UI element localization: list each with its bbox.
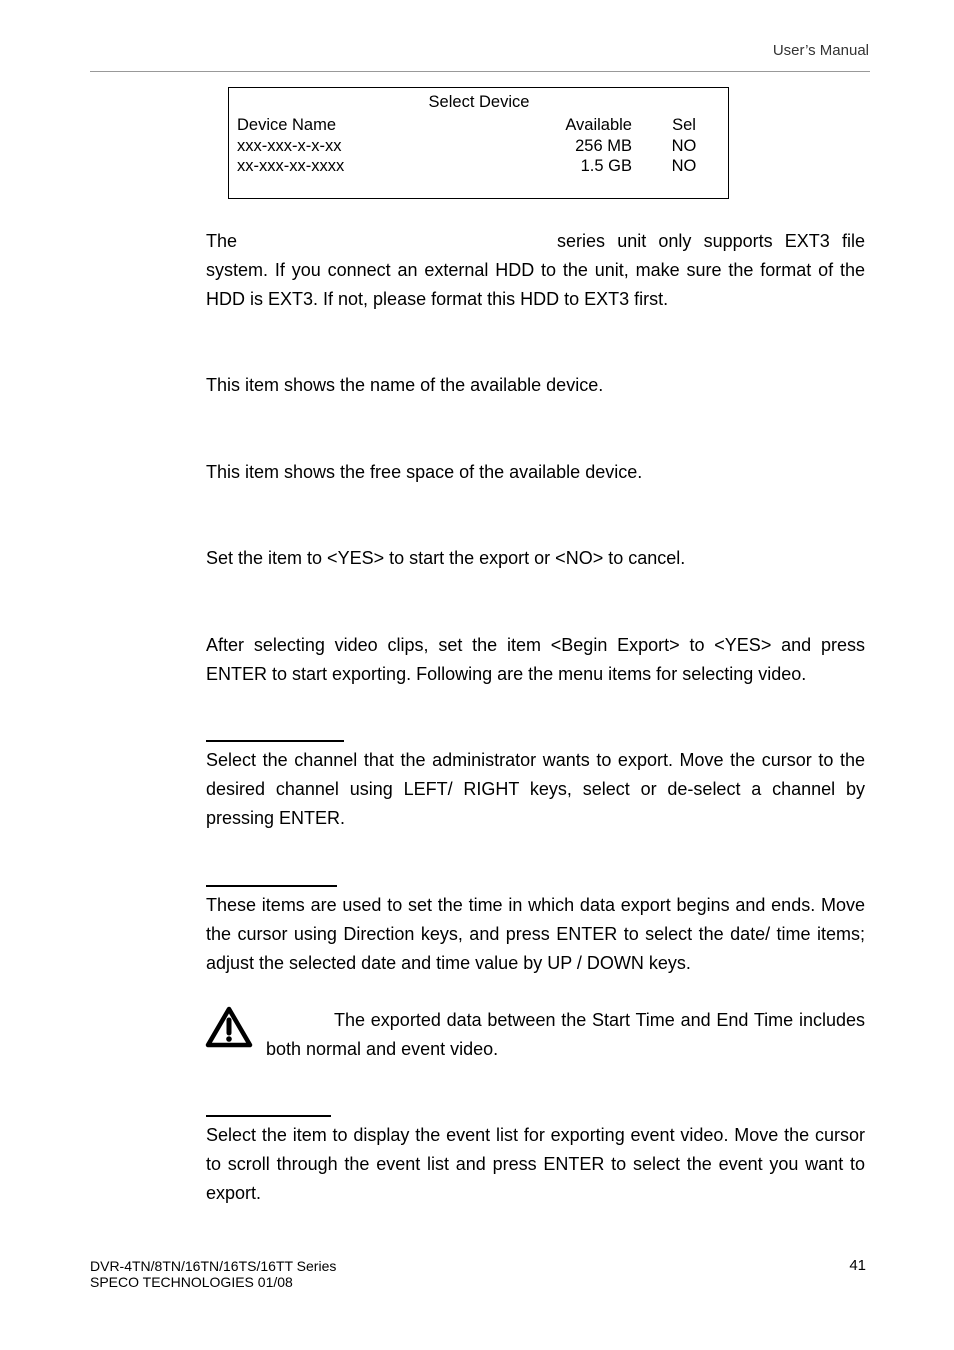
event-description: Select the item to display the event list for exporting event video. Move the cursor to scroll through the event list and press ENTER to select the event you want to export. — [206, 1125, 865, 1203]
available-description: This item shows the free space of the available device. — [206, 462, 643, 482]
caution-triangle-icon — [205, 1005, 253, 1049]
ext3-paragraph — [206, 227, 865, 314]
running-header: User’s Manual — [772, 42, 869, 59]
time-heading-underline — [206, 885, 337, 887]
event-heading-underline — [206, 1115, 331, 1117]
select-device-table — [228, 87, 729, 199]
channel-heading-underline — [206, 740, 344, 742]
note-paragraph — [266, 1006, 865, 1064]
sel-cell: NO — [671, 137, 697, 155]
column-sel: Sel — [672, 116, 696, 134]
device-name-description: This item shows the name of the available device. — [206, 375, 604, 395]
time-description: These items are used to set the time in which data export begins and ends. Move the cursor using Direction keys, and press ENTER to select the date/ time items; adjust the selected date and time value by UP / DOWN keys. — [206, 895, 865, 973]
ext3-start: The — [206, 231, 238, 251]
ext3-rest: series unit only supports EXT3 file system. If you connect an external HDD to the unit, make sure the format of the HDD is EXT3. If not, please format this HDD to EXT3 first. — [206, 231, 865, 309]
channel-description: Select the channel that the administrator wants to export. Move the cursor to the desired channel using LEFT/ RIGHT keys, select or de-select a channel by pressing ENTER. — [206, 750, 865, 828]
header-rule — [90, 71, 870, 72]
sel-description: Set the item to <YES> to start the export or <NO> to cancel. — [206, 548, 686, 568]
begin-export-description: After selecting video clips, set the item <Begin Export> to <YES> and press ENTER to start exporting. Following are the menu items for selecting video. — [206, 635, 865, 684]
page-number: 41 — [849, 1257, 866, 1274]
available-cell: 1.5 GB — [580, 157, 632, 175]
available-cell: 256 MB — [575, 137, 632, 155]
table-row — [237, 157, 721, 177]
table-row — [237, 137, 721, 157]
note-text: The exported data between the Start Time and End Time includes both normal and event video. — [266, 1010, 865, 1059]
device-name-cell: xxx-xxx-x-x-xx — [237, 137, 342, 155]
column-available: Available — [565, 116, 632, 134]
footer-company: SPECO TECHNOLOGIES 01/08 — [90, 1274, 293, 1290]
select-device-title: Select Device — [428, 93, 530, 111]
table-header-row — [237, 116, 721, 136]
footer-series: DVR-4TN/8TN/16TN/16TS/16TT Series — [90, 1258, 337, 1274]
column-device-name: Device Name — [237, 116, 337, 134]
device-name-cell: xx-xxx-xx-xxxx — [237, 157, 345, 175]
sel-cell: NO — [671, 157, 697, 175]
